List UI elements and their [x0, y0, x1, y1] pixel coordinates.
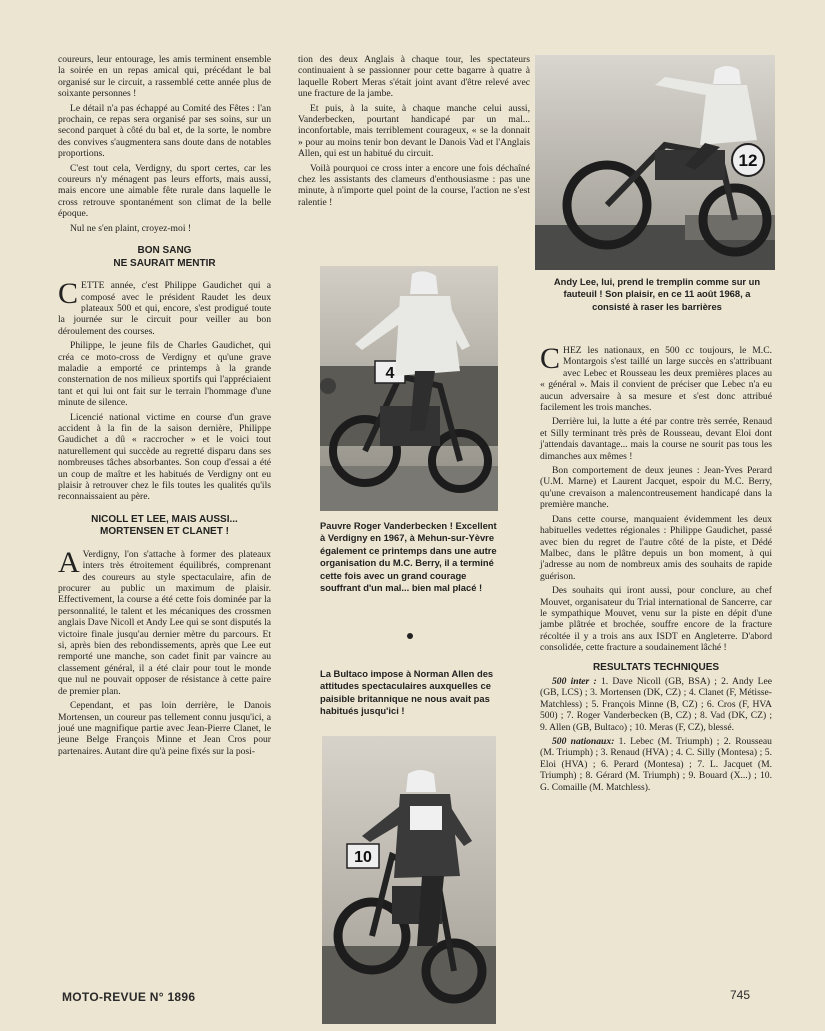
drop-cap: C	[58, 277, 79, 311]
paragraph	[58, 545, 271, 697]
drop-cap: A	[58, 545, 80, 579]
paragraph: Cependant, et pas loin derrière, le Danois Mortensen, un coureur pas tellement connu jusqu'ici, a joué une magnifique partie avec Jean-Pierre Clanet, le jeune Belge François Minne et Jean Cros pour partenaires. Autant dire qu'à peine fixés sur la posi-	[58, 700, 271, 757]
results-label: 500 nationaux:	[552, 736, 615, 747]
paragraph: Nul ne s'en plaint, croyez-moi !	[70, 222, 192, 234]
paragraph: Dans cette course, manquaient évidemment les deux habituelles vedettes régionales : Philippe Gaudichet, passé avec bien du regret de l'autre côté de la piste, et Dédé Malbec, dans le plâtre depuis un bon moment, à qui j'adresse au nom de nombreux amis des souhaits de rapide guérison.	[540, 513, 772, 582]
caption-andy-lee: Andy Lee, lui, prend le tremplin comme sur un fauteuil ! Son plaisir, en ce 11 août 1968, a consisté à raser les barrières	[553, 276, 761, 312]
paragraph: coureurs, leur entourage, les amis terminent ensemble la soirée en un repas amical qui, précédant le bal organisé sur le circuit, a rassemblé cette année plus de soixante personnes !	[58, 54, 271, 100]
paragraph: C'est tout cela, Verdigny, du sport certes, car les coureurs n'y ménagent pas leurs efforts, mais aussi, mais encore une aimable fête rurale dans laquelle le cross retrouve spontanément son climat de la belle époque.	[58, 162, 271, 220]
paragraph-text: HEZ les nationaux, en 500 cc toujours, le M.C. Montargois s'est taillé un large succès en s'attribuant avec Lebec et Rousseau les deux premières places au « général ». Mais il convient de préciser que Lebec n'a eu aucun adversaire à sa mesure et s'est donc attribué facilement les trois manches.	[540, 345, 772, 414]
paragraph	[540, 342, 772, 414]
paragraph: Derrière lui, la lutte a été par contre très serrée, Renaud et Silly terminant très près de Rousseau, devant Eloi dont j'attendais davantage... mais la course ne sourit pas tous les dimanches aux mêmes !	[540, 416, 772, 462]
heading-line: NE SAURAIT MENTIR	[113, 257, 216, 269]
column-2	[298, 54, 530, 211]
photo-norman-allen	[322, 736, 496, 1024]
paragraph: Philippe, le jeune fils de Charles Gaudichet, qui créa ce moto-cross de Verdigny et qu'une grave maladie a emporté ce printemps à la grande consternation de nos milieux sportifs qui l'appréciaient tant et qui lui ont fait sur le terrain l'hommage d'une minute de silence.	[58, 340, 271, 409]
separator-dot	[407, 633, 413, 639]
heading-line: NICOLL ET LEE, MAIS AUSSI...	[91, 513, 238, 525]
paragraph: tion des deux Anglais à chaque tour, les spectateurs continuaient à se passionner pour cette bagarre à quatre à laquelle Robert Meras s'était joint avant d'être relevé avec une fracture de la jambe.	[298, 54, 530, 100]
paragraph: Voilà pourquoi ce cross inter a encore une fois déchaîné chez les assistants des clameurs d'enthousiasme : pas une minute, à n'importe quel point de la course, l'action ne s'est ralentie !	[298, 162, 530, 208]
results-inter	[540, 676, 772, 733]
column-1	[58, 54, 271, 760]
paragraph: Bon comportement de deux jeunes : Jean-Yves Perard (U.M. Marne) et Laurent Jacquet, espoir du M.C. Berry, qu'une crevaison a malencontreusement handicapé dans la première manche.	[540, 465, 772, 511]
photo-vanderbecken	[320, 266, 498, 511]
results-label: 500 inter :	[552, 675, 597, 687]
page-number: 745	[730, 988, 751, 1002]
rider-number: 12	[738, 151, 758, 170]
caption-bultaco: La Bultaco impose à Norman Allen des attitudes spectaculaires auxquelles ce paisible britannique ne nous avait pas habitués jusqu'ici !	[320, 668, 494, 717]
results-text: 1. Dave Nicoll (GB, BSA) ; 2. Andy Lee (GB, LCS) ; 3. Mortensen (DK, CZ) ; 4. Clanet (F, Métisse-Matchless) ; 5. François Minne (B, CZ) ; 6. Cros (F, HVA 500) ; 7. Roger Vanderbecken (B, CZ) ; 8. Vad (DK, CZ) ; 9. Allen (GB, Bultaco) ; 10. Meras (F, CZ), blessé.	[540, 675, 772, 733]
rider-number: 10	[354, 849, 372, 866]
rider-number: 4	[385, 365, 395, 382]
section-heading	[58, 245, 271, 270]
paragraph	[58, 277, 271, 337]
column-3	[540, 342, 772, 796]
paragraph: Le détail n'a pas échappé au Comité des Fêtes : l'an prochain, ce repas sera organisé par ses soins, sur un second parquet à côté du bal et, de la sorte, le nombre des convives s'augmentera sans doute dans de notables proportions.	[58, 102, 271, 160]
paragraph: Des souhaits qui iront aussi, pour conclure, au chef Mouvet, organisateur du Trial international de Sancerre, car le sympathique Mouvet, venu sur la piste en dépit d'une jambe plâtrée et brochée, souffre encore de la fracture récoltée il y a trois ans aux ISDT en Angleterre. D'abord consolidée, cette fracture a soudainement lâché !	[540, 585, 772, 654]
caption-vanderbecken: Pauvre Roger Vanderbecken ! Excellent à Verdigny en 1967, à Mehun-sur-Yèvre également ce printemps dans une autre organisation du M.C. Berry, il a terminé cette fois avec un grand courage souffrant d'un mal... bien mal placé !	[320, 520, 497, 594]
photo-andy-lee	[535, 55, 775, 270]
paragraph-text: Verdigny, l'on s'attache à former des plateaux inters très étroitement équilibrés, comprenant des coureurs au style spectaculaire, afin de procurer au public un maximum de plaisir. Effectivement, la course a été cette fois dominée par la personnalité, le talent et les mécaniques des crossmen anglais Dave Nicoll et Andy Lee qui se sont disputés la victoire finale jusqu'au dernier mètre du parcours. Et si, après bien des rebondissements, après que Lee eut remporté une manche, son cadet finit par vaincre au classement général, il a été clair pour tout le monde que nul ne pouvait opposer de résistance à cette paire de premier plan.	[58, 548, 271, 697]
section-heading	[58, 514, 271, 539]
paragraph-text: ETTE année, c'est Philippe Gaudichet qui a composé avec le président Raudet les deux plateaux 500 et qui, encore, s'est prodigué toute la journée sur le circuit pour veiller au bon déroulement des courses.	[58, 280, 271, 337]
drop-cap: C	[540, 342, 561, 375]
paragraph: Licencié national victime en course d'un grave accident à la fin de la saison dernière, Philippe Gaudichet a dû « raccrocher » et le voici tout naturellement qui succède au regretté disparu dans ses nombreuses tâches absorbantes. Son coup d'essai a été un coup de maître et les habitués de Verdigny ont eu plaisir à retrouver chez le fils toutes les qualités qu'ils reconnaissaient au père.	[58, 411, 271, 503]
magazine-footer: MOTO-REVUE N° 1896	[62, 990, 196, 1004]
paragraph: Et puis, à la suite, à chaque manche celui aussi, Vanderbecken, pourtant handicapé par un mal... inconfortable, mais terriblement courageux, « se la donnait » pour au moins tenir bon devant le Danois Vad et l'Anglais Allen, qui est un habitué du circuit.	[298, 102, 530, 160]
results-nationaux	[540, 736, 772, 793]
heading-line: MORTENSEN ET CLANET !	[100, 526, 229, 538]
results-text: 1. Lebec (M. Triumph) ; 2. Rousseau (M. Triumph) ; 3. Renaud (HVA) ; 4. C. Silly (Montesa) ; 5. Eloi (HVA) ; 6. Perard (Montesa) ; 7. L. Jacquet (M. Triumph) ; 8. Gérard (M. Triumph) ; 9. Bouard (X...) ; 10. G. Comaille (M. Matchless).	[540, 736, 772, 793]
heading-line: BON SANG	[137, 245, 192, 257]
results-heading: RESULTATS TECHNIQUES	[592, 661, 720, 673]
